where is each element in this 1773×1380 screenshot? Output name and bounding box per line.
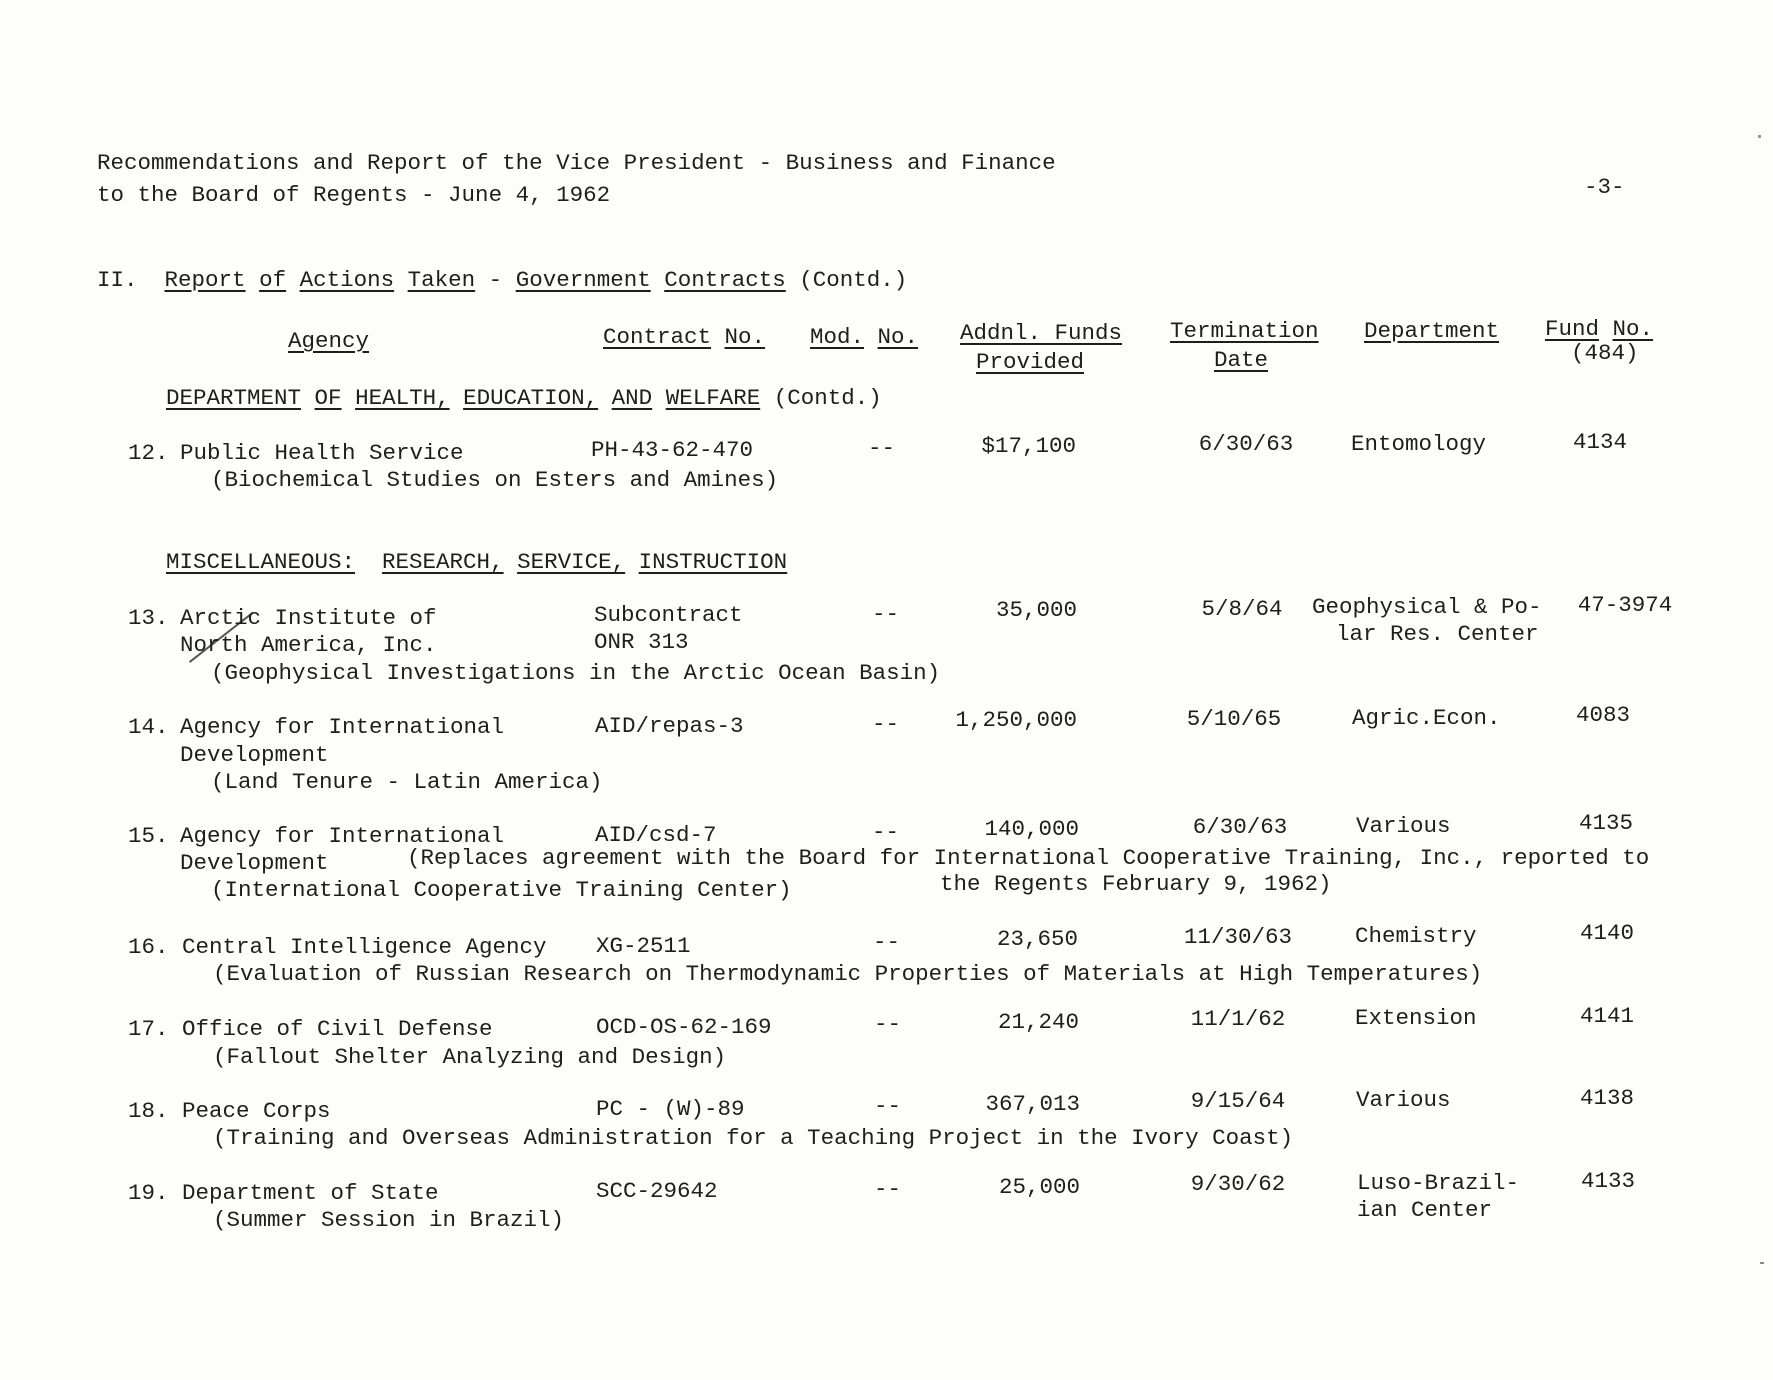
row-number: 12. [128, 440, 169, 466]
scan-speck [1758, 135, 1761, 138]
row-agency: Peace Corps [182, 1098, 331, 1124]
section-title-dash: - [488, 267, 503, 293]
row-department: Luso-Brazil- [1357, 1170, 1520, 1196]
group-heading-misc [166, 549, 787, 575]
section-heading [97, 267, 907, 293]
row-number: 16. [128, 934, 169, 960]
row-termination-date: 6/30/63 [1198, 431, 1294, 457]
row-number: 18. [128, 1098, 169, 1124]
section-title-word: Taken [407, 267, 476, 293]
group-heading-word: AND [611, 385, 653, 411]
row-termination-date: 5/8/64 [1201, 596, 1283, 622]
row-contract-no: PH-43-62-470 [591, 437, 754, 463]
row-agency: Arctic Institute of [180, 605, 437, 631]
group-heading-word: WELFARE [665, 385, 761, 411]
row-contract-no: PC - (W)-89 [596, 1096, 745, 1122]
row-department: Chemistry [1355, 923, 1477, 949]
row-agency: Office of Civil Defense [182, 1016, 493, 1042]
column-header-mod-no [810, 324, 918, 350]
row-mod-no: -- [868, 435, 896, 461]
row-project-note: (Summer Session in Brazil) [213, 1207, 565, 1233]
column-header-contract-word: Contract [603, 324, 712, 350]
row-fund-no: 47-3974 [1577, 592, 1673, 618]
column-header-funds-provided: Provided [976, 349, 1085, 375]
row-contract-no: XG-2511 [596, 933, 691, 959]
row-department-cont: ian Center [1357, 1197, 1493, 1223]
group-heading-word: EDUCATION, [463, 385, 599, 411]
row-funds: 25,000 [998, 1174, 1080, 1200]
row-remark-cont: the Regents February 9, 1962) [940, 871, 1332, 897]
column-header-termination-date: Date [1214, 347, 1269, 373]
row-funds: 140,000 [984, 816, 1079, 842]
row-funds: 23,650 [996, 926, 1078, 952]
section-title-word: Contracts [664, 267, 786, 293]
section-title-word: of [259, 267, 287, 293]
column-header-termination: Termination [1170, 318, 1319, 344]
row-project-note: (Training and Overseas Administration for a Teaching Project in the Ivory Coast) [213, 1125, 1294, 1151]
row-contract-no: SCC-29642 [596, 1178, 718, 1204]
row-termination-date: 11/30/63 [1183, 924, 1293, 950]
row-termination-date: 9/15/64 [1190, 1088, 1286, 1114]
row-agency-cont: Development [180, 850, 329, 876]
row-termination-date: 5/10/65 [1186, 706, 1282, 732]
row-number: 17. [128, 1016, 169, 1042]
row-project-note: (Land Tenure - Latin America) [211, 769, 603, 795]
column-header-mod-word: Mod. [810, 324, 865, 350]
column-header-fund-word: Fund [1545, 316, 1600, 342]
report-title-line-1: Recommendations and Report of the Vice President - Business and Finance [97, 150, 1056, 176]
column-header-fund-code: (484) [1571, 340, 1639, 366]
row-project-note: (Fallout Shelter Analyzing and Design) [213, 1044, 727, 1070]
row-project-note: (International Cooperative Training Center) [211, 877, 792, 903]
row-agency: Department of State [182, 1180, 439, 1206]
report-title-line-2: to the Board of Regents - June 4, 1962 [97, 182, 611, 208]
section-title-suffix: (Contd.) [799, 267, 908, 293]
row-fund-no: 4134 [1572, 429, 1628, 455]
row-termination-date: 11/1/62 [1190, 1006, 1286, 1032]
column-header-contract-no [603, 324, 765, 350]
row-agency: Agency for International [180, 823, 505, 849]
row-termination-date: 9/30/62 [1190, 1171, 1286, 1197]
row-agency-cont: Development [180, 742, 329, 768]
section-title-word: Government [515, 267, 651, 293]
group-heading-word: OF [314, 385, 342, 411]
row-number: 15. [128, 823, 169, 849]
row-number: 19. [128, 1180, 169, 1206]
row-mod-no: -- [874, 1176, 902, 1202]
row-department: Geophysical & Po- [1312, 594, 1542, 620]
row-contract-no: Subcontract [594, 602, 743, 628]
group-heading-word: DEPARTMENT [166, 385, 302, 411]
row-contract-no: AID/repas-3 [595, 713, 744, 739]
column-header-no-word: No. [877, 324, 919, 350]
row-funds: 367,013 [985, 1091, 1080, 1117]
row-mod-no: -- [874, 1011, 902, 1037]
group-heading-word: MISCELLANEOUS: [166, 549, 356, 575]
column-header-no-word: No. [1612, 316, 1654, 342]
row-department: Agric.Econ. [1352, 705, 1501, 731]
row-department: Entomology [1351, 431, 1487, 457]
row-agency: Central Intelligence Agency [182, 934, 547, 960]
row-termination-date: 6/30/63 [1192, 814, 1288, 840]
row-number: 13. [128, 605, 169, 631]
row-mod-no: -- [872, 711, 900, 737]
row-project-note: (Evaluation of Russian Research on Thermodynamic Properties of Materials at High Temperatures) [213, 961, 1483, 987]
group-heading-suffix: (Contd.) [773, 385, 882, 411]
row-mod-no: -- [872, 819, 900, 845]
row-fund-no: 4138 [1579, 1085, 1635, 1111]
row-department-cont: lar Res. Center [1336, 621, 1539, 647]
row-contract-no: AID/csd-7 [595, 822, 717, 848]
group-heading-hew [166, 385, 882, 411]
row-mod-no: -- [873, 929, 901, 955]
row-fund-no: 4083 [1575, 702, 1631, 728]
row-agency: Agency for International [180, 714, 505, 740]
row-fund-no: 4140 [1579, 920, 1635, 946]
row-agency-cont: North America, Inc. [180, 632, 437, 658]
row-funds: 35,000 [995, 597, 1077, 623]
group-heading-word: INSTRUCTION [638, 549, 788, 575]
row-funds: 1,250,000 [955, 707, 1077, 733]
row-fund-no: 4141 [1579, 1003, 1635, 1029]
row-fund-no: 4133 [1580, 1168, 1636, 1194]
group-heading-word: HEALTH, [355, 385, 450, 411]
row-remark: (Replaces agreement with the Board for International Cooperative Training, Inc., reported to [407, 845, 1650, 871]
row-mod-no: -- [872, 601, 900, 627]
row-department: Various [1356, 813, 1451, 839]
section-numeral: II. [97, 267, 138, 293]
row-department: Extension [1355, 1005, 1477, 1031]
column-header-agency: Agency [288, 328, 370, 354]
row-project-note: (Geophysical Investigations in the Arctic Ocean Basin) [211, 660, 941, 686]
row-agency: Public Health Service [180, 440, 464, 466]
group-heading-word: RESEARCH, [382, 549, 504, 575]
row-mod-no: -- [874, 1093, 902, 1119]
row-funds: 21,240 [997, 1009, 1079, 1035]
column-header-no-word: No. [724, 324, 766, 350]
group-heading-word: SERVICE, [517, 549, 626, 575]
row-number: 14. [128, 714, 169, 740]
page-number: -3- [1584, 174, 1625, 200]
column-header-department: Department [1364, 318, 1500, 344]
scan-speck [1760, 1262, 1764, 1264]
row-contract-no: OCD-OS-62-169 [596, 1014, 772, 1040]
column-header-funds: Addnl. Funds [960, 320, 1123, 346]
section-title-word: Report [164, 267, 246, 293]
row-contract-no-cont: ONR 313 [594, 629, 689, 655]
section-title-word: Actions [299, 267, 395, 293]
row-fund-no: 4135 [1578, 810, 1634, 836]
column-header-fund-no [1545, 316, 1653, 342]
row-department: Various [1356, 1087, 1451, 1113]
row-project-note: (Biochemical Studies on Esters and Amines) [211, 467, 779, 493]
row-funds: $17,100 [981, 433, 1076, 459]
